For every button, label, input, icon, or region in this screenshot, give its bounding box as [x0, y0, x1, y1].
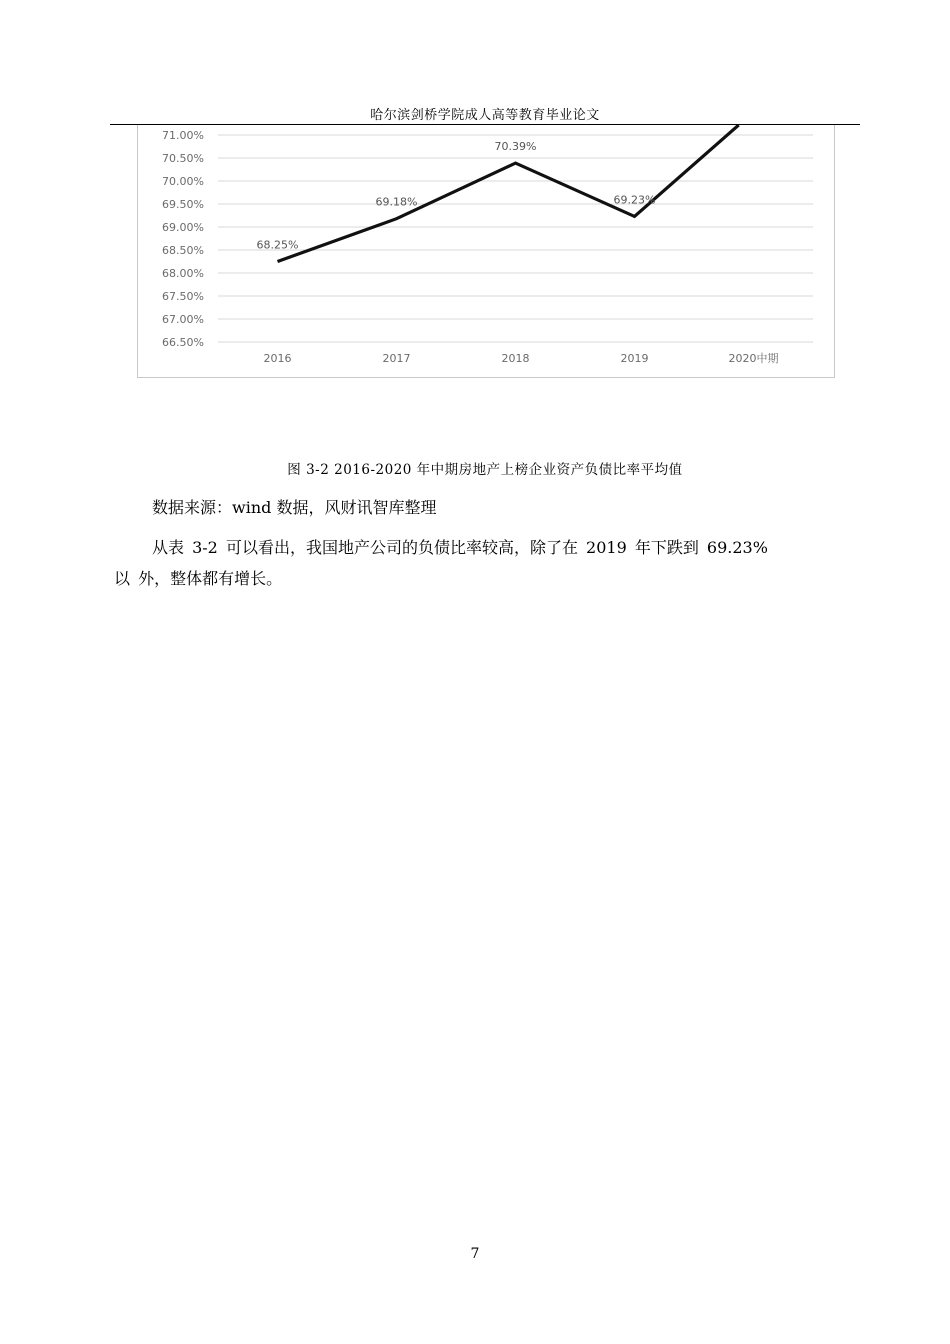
data-label: 70.39%	[494, 140, 537, 154]
data-label: 69.23%	[613, 193, 656, 207]
page-number: 7	[470, 1246, 480, 1262]
y-tick-label: 68.50%	[162, 244, 204, 257]
y-tick-label: 66.50%	[162, 336, 204, 349]
line-chart	[137, 125, 835, 378]
x-tick-label: 2016	[263, 352, 292, 365]
x-tick-label: 2019	[620, 352, 649, 365]
y-tick-label: 71.00%	[162, 129, 204, 142]
paragraph-line-1: 从表 3-2 可以看出，我国地产公司的负债比率较高，除了在 2019 年下跌到 69.23%	[152, 538, 768, 557]
x-tick-label: 2018	[501, 352, 530, 365]
data-labels	[257, 140, 656, 251]
y-tick-label: 68.00%	[162, 267, 204, 280]
figure-caption: 图 3-2 2016-2020 年中期房地产上榜企业资产负债比率平均值	[287, 462, 683, 478]
x-tick-label: 2017	[382, 352, 411, 365]
y-tick-label: 67.00%	[162, 313, 204, 326]
gridlines	[218, 135, 813, 342]
data-label: 68.25%	[256, 238, 299, 252]
y-tick-label: 67.50%	[162, 290, 204, 303]
x-axis-ticks	[264, 351, 779, 365]
y-axis-ticks	[162, 129, 204, 349]
y-tick-label: 70.50%	[162, 152, 204, 165]
y-tick-label: 69.00%	[162, 221, 204, 234]
x-tick-label: 2020中期	[728, 352, 779, 365]
body-paragraph	[114, 532, 854, 594]
y-tick-label: 70.00%	[162, 175, 204, 188]
data-source-note: 数据来源：wind 数据，风财讯智库整理	[152, 498, 437, 517]
paragraph-line-2: 以 外，整体都有增长。	[114, 569, 283, 588]
running-header: 哈尔滨剑桥学院成人高等教育毕业论文	[370, 108, 600, 123]
y-tick-label: 69.50%	[162, 198, 204, 211]
data-label: 69.18%	[375, 195, 418, 209]
line-chart-svg	[138, 125, 834, 377]
